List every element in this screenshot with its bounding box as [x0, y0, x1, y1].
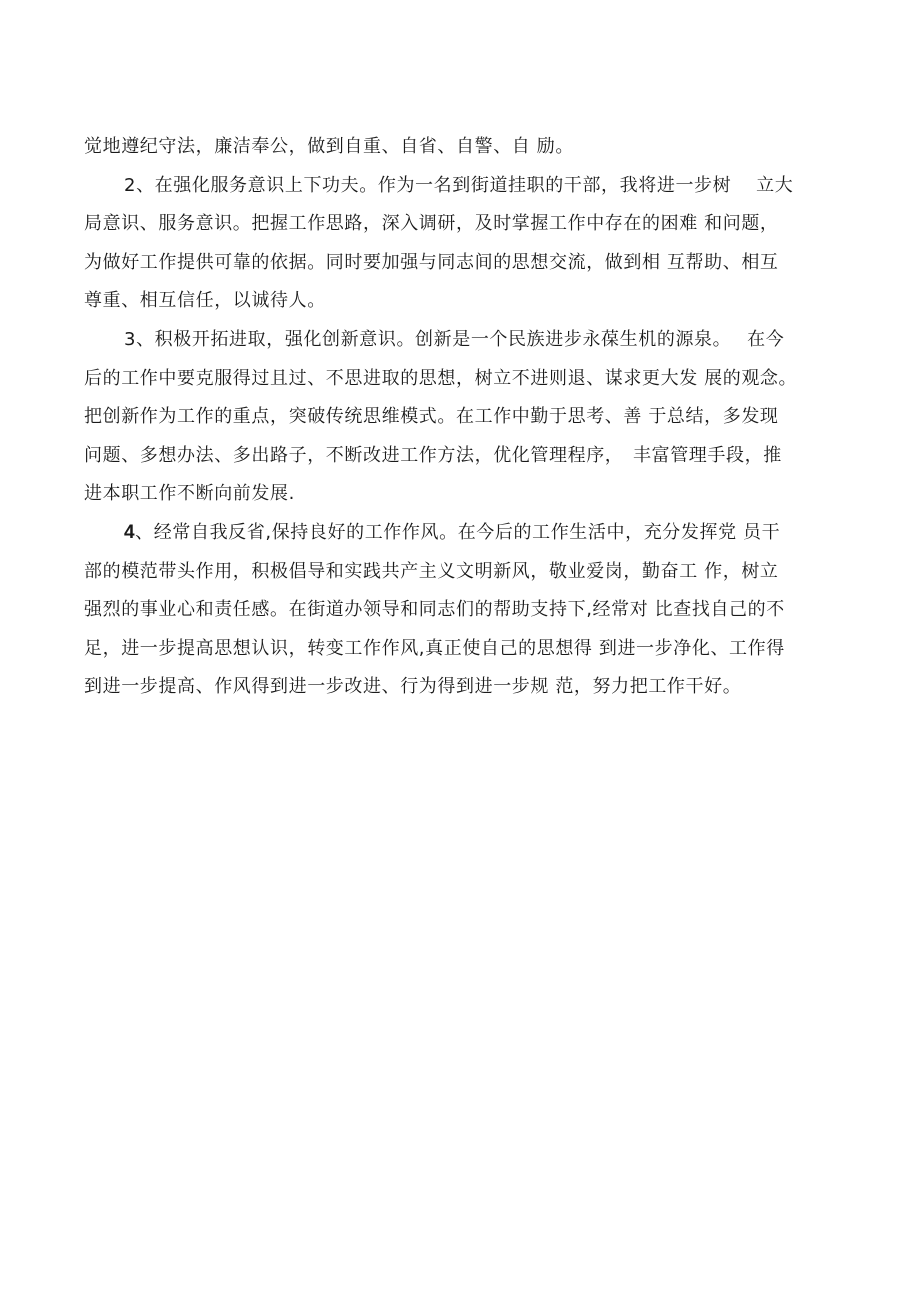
paragraph-2-line-1: [84, 167, 844, 206]
paragraph-2-number: 2: [124, 174, 137, 196]
continuation-line: 觉地遵纪守法，廉洁奉公，做到自重、自省、自警、自 励。: [84, 136, 574, 157]
paragraph-4-line-3: 强烈的事业心和责任感。在街道办领导和同志们的帮助支持下,经常对 比查找自己的不: [84, 599, 785, 621]
document-body: [84, 128, 844, 707]
paragraph-4-line-5: 到进一步提高、作风得到进一步改进、行为得到进一步规 范，努力把工作干好。: [84, 676, 742, 698]
paragraph-3-line-5: 进本职工作不断向前发展.: [84, 483, 295, 505]
paragraph-3-text: 、积极开拓进取，强化创新意识。创新是一个民族进步永葆生机的源泉。 在今: [136, 328, 785, 350]
paragraph-4-line-2: 部的模范带头作用，积极倡导和实践共产主义文明新风，敬业爱岗，勤奋工 作，树立: [84, 560, 779, 582]
paragraph-4-number: 4: [124, 521, 136, 543]
paragraph-3-number: 3: [124, 328, 137, 350]
paragraph-2-text: 、在强化服务意识上下功夫。作为一名到街道挂职的干部，我将进一步树 立大: [136, 174, 794, 196]
paragraph-3-line-2: 后的工作中要克服得过且过、不思进取的思想，树立不进则退、谋求更大发 展的观念。: [84, 367, 798, 389]
paragraph-3-line-1: [84, 321, 844, 360]
paragraph-2-line-3: 为做好工作提供可靠的依据。同时要加强与同志间的思想交流，做到相 互帮助、相互: [84, 251, 779, 273]
paragraph-2-line-4: 尊重、相互信任，以诚待人。: [84, 290, 326, 312]
paragraph-4-line-1: [84, 514, 844, 553]
paragraph-3-line-4: 问题、多想办法、多出路子，不断改进工作方法，优化管理程序， 丰富管理手段，推: [84, 444, 782, 466]
paragraph-4-line-4: 足，进一步提高思想认识，转变工作作风,真正使自己的思想得 到进一步净化、工作得: [84, 637, 785, 659]
paragraph-4-text: 、经常自我反省,保持良好的工作作风。在今后的工作生活中，充分发挥党 员干: [135, 521, 781, 543]
paragraph-2-line-2: 局意识、服务意识。把握工作思路，深入调研，及时掌握工作中存在的困难 和问题，: [84, 213, 779, 235]
paragraph-3-line-3: 把创新作为工作的重点，突破传统思维模式。在工作中勤于思考、善 于总结，多发现: [84, 406, 779, 428]
